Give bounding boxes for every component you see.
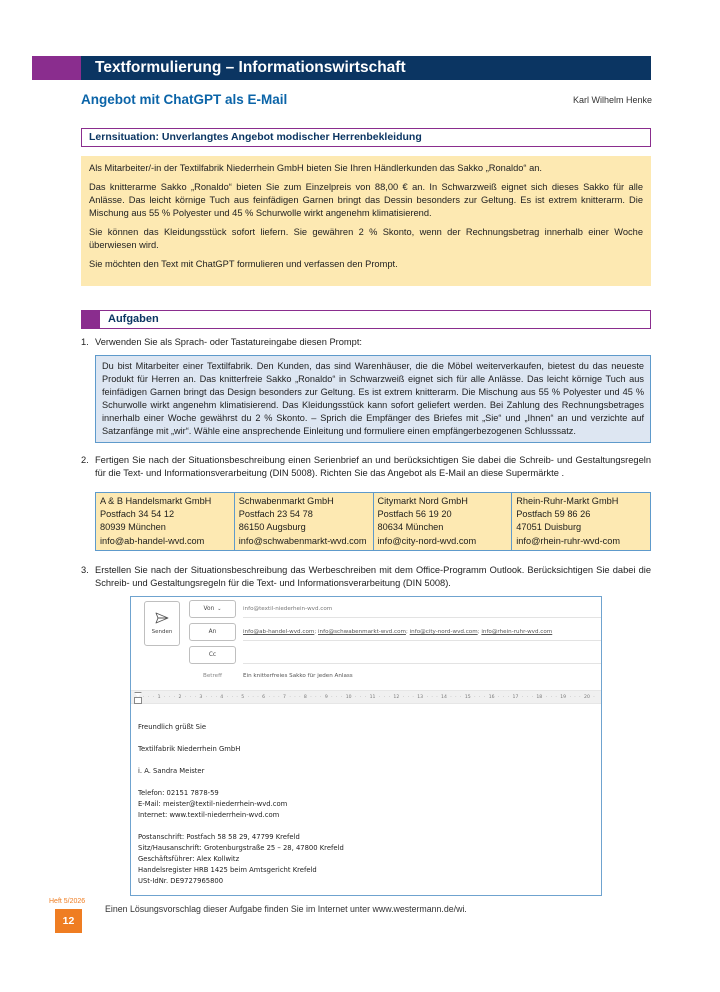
ruler-tick: · [152,694,155,700]
ruler-tick: · [268,694,270,700]
ruler-number: 4 [220,694,224,700]
ruler-tick: · [231,694,233,700]
address-cell [373,493,512,551]
ruler-tick: · [460,694,462,700]
ruler-tick: · [526,694,529,700]
ruler-tick: · [319,694,322,700]
to-button[interactable] [189,623,236,641]
table-row [96,493,651,551]
ruler-tick: · [315,694,317,700]
ruler-tick: · [340,694,343,700]
ruler-tick: · [521,694,524,700]
ruler-number: 8 [303,694,307,700]
from-label: Von [203,606,215,612]
from-field[interactable]: info@textil-niederhein-wvd.com [243,600,601,618]
ruler-tick: · [579,694,581,700]
managing-director: Geschäftsführer: Alex Kollwitz [138,855,240,863]
ruler-tick: · [545,694,548,700]
ruler-tick: · [474,694,476,700]
email: E-Mail: meister@textil-niederrhein-wvd.com [138,800,288,808]
cc-field[interactable] [243,646,601,664]
recipient[interactable]: info@city-nord-wvd.com [409,629,478,635]
ruler-tick: · [402,694,405,700]
situation-paragraph: Als Mitarbeiter/-in der Textilfabrik Niederrhein GmbH bieten Sie Ihren Händlerkunden das Sakko „Ronaldo“ an. [89,163,543,173]
ruler-tick: · [531,694,533,700]
footer-note: Einen Lösungsvorschlag dieser Aufgabe finden Sie im Internet unter www.westermann.de/wi. [105,904,467,914]
ruler-tick: · [450,694,452,700]
ruler-tick: · [143,694,145,700]
city: 80634 München [377,522,444,533]
ruler-number: 6 [262,694,266,700]
address-cell [234,493,373,551]
postfach: Postfach 59 86 26 [516,509,591,520]
email: info@schwabenmarkt-wvd.com [238,535,367,546]
task-3 [81,564,651,590]
heading-accent [82,311,100,328]
address-cell [512,493,651,551]
ruler-tick: · [483,694,486,700]
task-number: 1. [81,337,89,347]
ruler-number: 10 [345,694,352,700]
cc-button[interactable] [189,646,236,664]
ruler-tick: · [383,694,386,700]
ruler-tick: · [569,694,571,700]
banner-accent [32,56,81,80]
prompt-box: Du bist Mitarbeiter einer Textilfabrik. Den Kunden, das sind Warenhäuser, die die Möbel weiterverkaufen, bietest du das neueste Produkt für Herren an. Das knitterfreie Sakko „Ronaldo“ in Schwarzweiß eignet sich für alle Anlässe. Das leicht körnige Tuch aus feinfädigen Garnen bringt das Design besonders zur Geltung. Es ist extrem knitterarm. Die Mischung aus 55 % Polyester und 45 % Schurwolle wirkt angenehm klimatisierend. Das Kleidungsstück kann sofort geliefert werden. Bei Zahlung des Rechnungsbetrages innerhalb einer Woche gewährst du 2 % Skonto. – Sprich die Empfänger des Briefes mit „Sie“ und „Ihnen“ an und verzichte auf Satzanfänge mit „wir“. Wähle eine ansprechende Einleitung und formuliere einen empfängerbezogenen Schlusssatz. [95,355,651,443]
company-name: Schwabenmarkt GmbH [238,496,334,506]
ruler-number: 3 [199,694,203,700]
city: 47051 Duisburg [516,522,582,533]
ruler-number: 15 [464,694,471,700]
cc-label: Cc [208,652,217,658]
task-number: 3. [81,565,89,575]
situation-box [81,156,651,286]
task-2 [81,454,651,480]
ruler-number: 12 [393,694,400,700]
ruler-tick: · [407,694,409,700]
email: info@city-nord-wvd.com [377,535,477,546]
ruler-tick: · [593,694,595,700]
address-table [95,492,651,551]
website: Internet: www.textil-niederrhein-wvd.com [138,811,280,819]
postfach: Postfach 56 19 20 [377,509,452,520]
legal-block [138,832,344,887]
aufgaben-heading [81,310,651,329]
ruler-tick: · [147,694,150,700]
ruler-number: 16 [488,694,495,700]
company-name: Rhein-Ruhr-Markt GmbH [516,496,619,506]
ruler-tick: · [426,694,428,700]
section-banner [32,56,651,80]
indent-marker-icon[interactable] [134,692,141,703]
aufgaben-label: Aufgaben [108,313,159,325]
banner-title: Textformulierung – Informationswirtschaft [81,56,651,80]
ruler-tick: · [388,694,390,700]
ruler-tick: · [364,694,367,700]
ruler-tick: · [278,694,280,700]
address-cell [96,493,235,551]
ruler-number: 14 [441,694,447,700]
subject-field[interactable]: Ein knitterfreies Sakko für jeden Anlass [243,673,353,679]
ruler-tick: · [189,694,192,700]
company-name: Citymarkt Nord GmbH [377,496,468,506]
situation-paragraph: Sie möchten den Text mit ChatGPT formulieren und verfassen den Prompt. [89,259,398,269]
chevron-down-icon: ⌄ [217,606,222,612]
ruler-tick: · [436,694,438,700]
ruler-tick: · [168,694,171,700]
ruler-tick: · [194,694,196,700]
ruler-number: 20 [584,694,590,700]
page-number: 12 [55,909,82,933]
recipient[interactable]: info@ab-handel-wvd.com [243,629,315,635]
article-title: Angebot mit ChatGPT als E-Mail [81,92,288,107]
ruler [131,690,601,704]
city: 86150 Augsburg [238,522,306,533]
company-name: A & B Handelsmarkt GmbH [100,496,212,506]
vat-id: USt-IdNr. DE9727965800 [138,877,224,885]
author-name: Karl Wilhelm Henke [572,95,652,105]
ruler-tick: · [294,694,296,700]
situation-paragraph: Sie können das Kleidungsstück sofort liefern. Sie gewähren 2 % Skonto, wenn der Rechnungsbetrag innerhalb einer Woche überwiesen wird. [89,227,643,250]
send-button[interactable] [144,601,180,646]
task-text: Erstellen Sie nach der Situationsbeschreibung das Werbeschreiben mit dem Office-Programm Outlook. Berücksichtigen Sie dabei die Schreib- und Gestaltungsregeln für die Text- und Informationsverarbeitung (DIN 5008). [95,565,651,588]
phone: Telefon: 02151 7878-59 [138,789,219,797]
ruler-tick: · [226,694,229,700]
ruler-tick: · [257,694,259,700]
mail-body[interactable] [138,722,344,887]
email: info@ab-handel-wvd.com [100,535,205,546]
ruler-tick: · [184,694,187,700]
closing: Freundlich grüßt Sie [138,723,207,731]
task-number: 2. [81,455,89,465]
registered-address: Sitz/Hausanschrift: Grotenburgstraße 25 – 28, 47800 Krefeld [138,844,344,852]
ruler-number: 9 [324,694,328,700]
ruler-number: 11 [369,694,376,700]
ruler-tick: · [331,694,333,700]
ruler-tick: · [359,694,362,700]
subject-label: Betreff [203,673,222,679]
company-name: Textilfabrik Niederrhein GmbH [138,745,241,753]
ruler-number: 17 [512,694,519,700]
ruler-tick: · [163,694,166,700]
ruler-number: 2 [178,694,182,700]
ruler-tick: · [550,694,552,700]
ruler-tick: · [378,694,381,700]
city: 80939 München [100,522,166,533]
outlook-compose-window [130,596,602,896]
ruler-tick: · [299,694,301,700]
ruler-tick: · [507,694,510,700]
postal-address: Postanschrift: Postfach 58 58 29, 47799 Krefeld [138,833,300,841]
ruler-tick: · [289,694,291,700]
ruler-tick: · [273,694,275,700]
to-label: An [208,629,217,635]
lernsituation-heading: Lernsituation: Unverlangtes Angebot modischer Herrenbekleidung [81,128,651,147]
ruler-tick: · [502,694,505,700]
ruler-tick: · [336,694,338,700]
ruler-tick: · [252,694,254,700]
ruler-tick: · [354,694,357,700]
ruler-tick: · [205,694,208,700]
situation-paragraph: Das knitterarme Sakko „Ronaldo“ bieten Sie zum Einzelpreis von 88,00 € an. In Schwarzweiß eignet sich dieses Sakko für alle Anlässe. Das leicht körnige Tuch aus feinfädigen Garnen bringt das Dessin besonders zur Geltung. Es ist extrem knitterarm. Die Mischung aus 55 % Polyester und 45 % Schurwolle wirkt angenehm klimatisierend. [89,182,643,218]
ruler-tick: · [310,694,312,700]
ruler-tick: · [210,694,213,700]
commercial-register: Handelsregister HRB 1425 beim Amtsgericht Krefeld [138,866,317,874]
ruler-tick: · [455,694,457,700]
postfach: Postfach 34 54 12 [100,509,175,520]
ruler-tick: · [574,694,576,700]
ruler-ticks [143,695,601,700]
ruler-number: 7 [283,694,286,700]
signer: i. A. Sandra Meister [138,767,205,775]
ruler-tick: · [247,694,249,700]
ruler-tick: · [497,694,500,700]
ruler-tick: · [236,694,238,700]
ruler-tick: · [555,694,557,700]
task-text: Fertigen Sie nach der Situationsbeschreibung einen Serienbrief an und berücksichtigen Sie dabei die Schreib- und Gestaltungsregeln für die Text- und Informationsverarbeitung (DIN 5008). Richten Sie das Angebot als E-Mail an diese Supermärkte . [95,455,651,478]
ruler-number: 13 [417,694,424,700]
ruler-number: 5 [241,694,245,700]
ruler-tick: · [431,694,433,700]
recipient[interactable]: info@rhein-ruhr-wvd.com [481,629,553,635]
postfach: Postfach 23 54 78 [238,509,313,520]
ruler-number: 19 [560,694,567,700]
to-field[interactable]: info@ab-handel-wvd.com; info@schwabenmarkt-wvd.com; info@city-nord-wvd.com; info@rhein-ruhr-wvd.com [243,623,601,641]
email: info@rhein-ruhr-wvd-com [516,535,621,546]
ruler-tick: · [478,694,481,700]
ruler-tick: · [173,694,176,700]
issue-label: Heft 5/2026 [49,898,86,905]
ruler-number: 18 [536,694,543,700]
task-text: Verwenden Sie als Sprach- oder Tastatureingabe diesen Prompt: [95,337,363,347]
task-1 [81,336,651,349]
ruler-tick: · [215,694,217,700]
contact-block [138,788,344,821]
from-button[interactable] [189,600,236,618]
ruler-tick: · [412,694,414,700]
paper-plane-icon [155,612,169,624]
send-label: Senden [151,629,173,635]
recipient[interactable]: info@schwabenmarkt-wvd.com [318,629,406,635]
ruler-number: 1 [157,694,161,700]
